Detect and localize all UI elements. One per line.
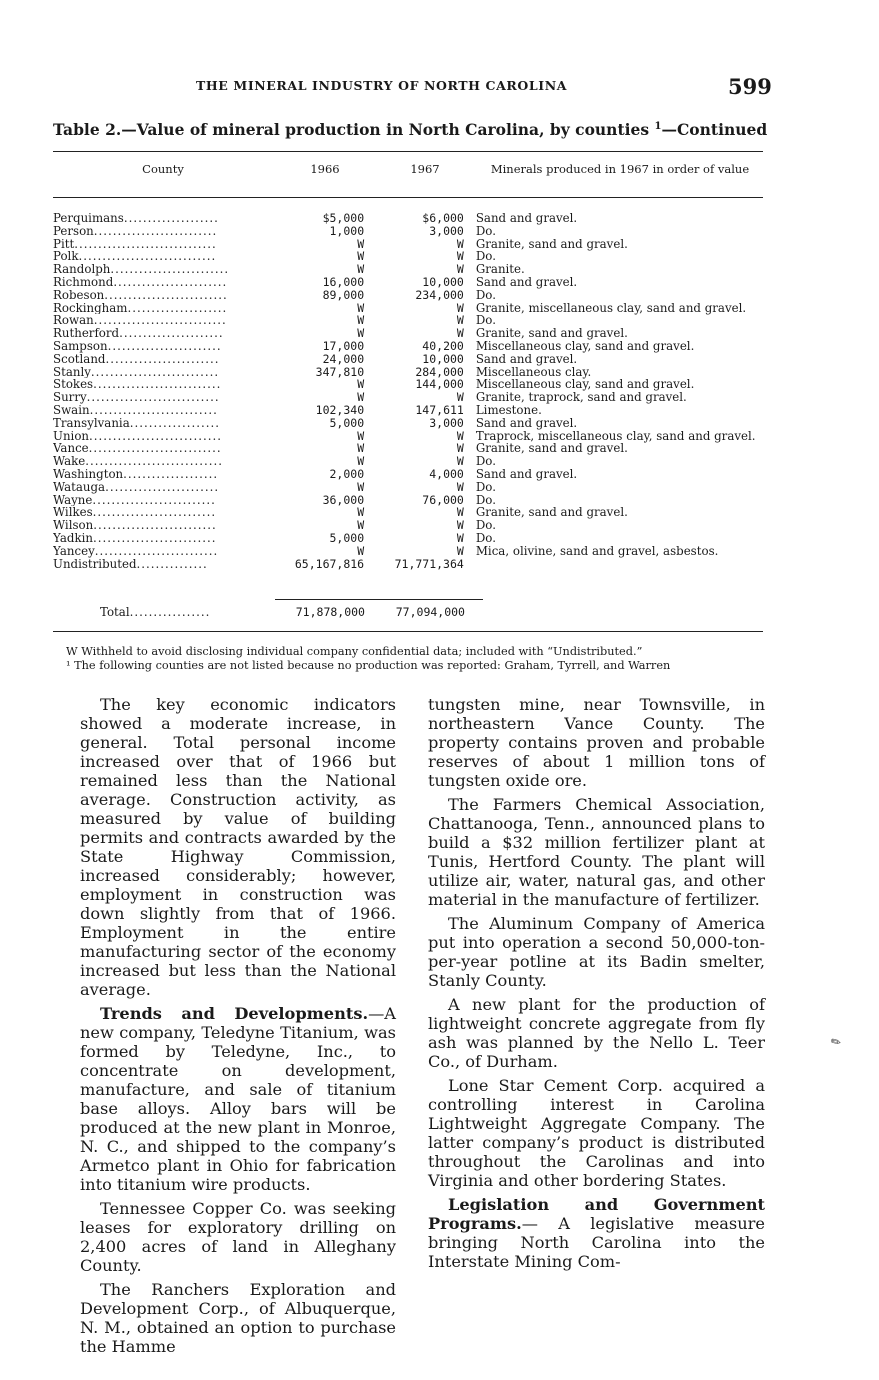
value-1966: 5,000 (329, 415, 365, 430)
county-name: Polk............................. (53, 250, 217, 264)
value-1967: W (456, 236, 464, 251)
value-1966: 2,000 (329, 466, 365, 481)
county-name: Washington.................... (53, 467, 219, 481)
value-1966: 36,000 (322, 492, 365, 507)
value-1966: W (357, 441, 365, 456)
county-name: Yancey.......................... (53, 544, 219, 558)
table-row (53, 302, 765, 315)
table-bottom-rule (53, 631, 763, 632)
value-1967: W (456, 390, 464, 405)
value-1967: W (456, 518, 464, 533)
minerals-produced: Do. (475, 313, 496, 328)
county-name: Richmond........................ (53, 275, 228, 289)
minerals-produced: Do. (475, 249, 496, 264)
paragraph: The Aluminum Company of America put into operation a second 50,000-ton-per-year potline at its Badin smelter, Stanly County. (428, 914, 765, 990)
county-name: Union............................ (53, 429, 223, 443)
minerals-produced: Granite, sand and gravel. (475, 326, 628, 341)
total-1967: 77,094,000 (395, 605, 465, 619)
value-1967: 71,771,364 (394, 556, 464, 571)
minerals-produced: Sand and gravel. (475, 351, 578, 366)
value-1966: 102,340 (315, 402, 365, 417)
table-row (53, 353, 765, 366)
minerals-produced (464, 558, 765, 571)
value-1967: W (456, 326, 464, 341)
minerals-produced: Do. (475, 287, 496, 302)
minerals-produced: Mica, olivine, sand and gravel, asbestos. (475, 543, 719, 558)
pencil-mark-icon: ✎ (828, 1033, 844, 1051)
table-row (53, 532, 765, 545)
minerals-produced: Do. (475, 492, 496, 507)
county-name: Pitt.............................. (53, 237, 217, 251)
value-1966: W (357, 236, 365, 251)
value-1967: 3,000 (429, 223, 464, 238)
minerals-produced: Do. (475, 530, 496, 545)
minerals-produced: Granite, miscellaneous clay, sand and gravel. (475, 300, 747, 315)
paragraph: The key economic indicators showed a moderate increase, in general. Total personal income increased over that of 1966 but remained less than the National average. Construction activity, as measured by value of building permits and contracts awarded by the State Highway Commission, increased considerably; however, employment in construction was down slightly from that of 1966. Employment in the entire manufacturing sector of the economy increased but less than the National average. (80, 695, 396, 999)
value-1967: W (456, 505, 464, 520)
table-row (53, 225, 765, 238)
county-name: Swain........................... (53, 403, 218, 417)
value-1966: 5,000 (329, 530, 365, 545)
value-1967: 4,000 (429, 466, 464, 481)
table-row (53, 468, 765, 481)
minerals-produced: Do. (475, 518, 496, 533)
table-row (53, 558, 765, 571)
minerals-produced: Sand and gravel. (475, 415, 578, 430)
value-1966: 1,000 (329, 223, 365, 238)
table-row (53, 250, 765, 263)
county-name: Yadkin.......................... (53, 531, 217, 545)
table-top-rule (53, 151, 763, 152)
value-1966: $5,000 (322, 211, 365, 225)
minerals-produced: Miscellaneous clay, sand and gravel. (475, 377, 695, 392)
col-header-minerals: Minerals produced in 1967 in order of value (490, 162, 750, 176)
table-footnotes (66, 645, 766, 672)
value-1967: 10,000 (422, 351, 464, 366)
minerals-produced: Sand and gravel. (475, 274, 578, 289)
county-name: Transylvania................... (53, 416, 220, 430)
value-1966: W (357, 326, 365, 341)
county-name: Stokes........................... (53, 378, 222, 392)
footnote-w: W Withheld to avoid disclosing individual company confidential data; included with “Undistributed.” (66, 645, 643, 658)
value-1966: W (357, 300, 365, 315)
county-name: Vance............................ (53, 442, 222, 456)
value-1966: 17,000 (322, 338, 365, 353)
county-name: Person.......................... (53, 224, 218, 238)
county-name: Undistributed............... (53, 557, 208, 571)
table-row (53, 314, 765, 327)
value-1966: W (357, 518, 365, 533)
value-1967: 40,200 (422, 338, 464, 353)
table-row (53, 417, 765, 430)
county-name: Watauga........................ (53, 480, 220, 494)
col-header-1967: 1967 (410, 162, 440, 176)
table-row (53, 212, 765, 225)
county-name: Wilson.......................... (53, 519, 217, 532)
minerals-produced: Granite, traprock, sand and gravel. (475, 390, 687, 405)
table-title: Table 2.—Value of mineral production in North Carolina, by counties $^1$—Continued (53, 120, 768, 139)
county-name: Surry............................ (53, 391, 220, 404)
county-name: Perquimans.................... (53, 212, 219, 225)
value-1967: W (456, 530, 464, 545)
paragraph: Trends and Developments.—A new company, Teledyne Titanium, was formed by Teledyne, Inc., to concentrate on development, manufacture, and sale of titanium base alloys. Alloy bars will be produced at the new plant in Monroe, N. C., and shipped to the company’s Armetco plant in Ohio for fabrication into titanium wire products. (80, 1004, 396, 1194)
minerals-produced: Granite, sand and gravel. (475, 441, 628, 456)
paragraph: Tennessee Copper Co. was seeking leases for exploratory drilling on 2,400 acres of land in Alleghany County. (80, 1199, 396, 1275)
county-name: Rockingham..................... (53, 301, 228, 315)
total-label: Total................. (100, 605, 211, 619)
value-1966: W (357, 313, 365, 328)
paragraph: tungsten mine, near Townsville, in northeastern Vance County. The property contains proven and probable reserves of about 1 million tons of tungsten oxide ore. (428, 695, 765, 790)
paragraph: Lone Star Cement Corp. acquired a controlling interest in Carolina Lightweight Aggregate Company. The latter company’s product is distributed throughout the Carolinas and into Virginia and other bordering States. (428, 1076, 765, 1190)
value-1967: 234,000 (415, 287, 464, 302)
county-name: Sampson........................ (53, 339, 222, 353)
value-1966: W (357, 390, 365, 405)
col-header-1966: 1966 (310, 162, 340, 176)
value-1967: $6,000 (422, 211, 464, 225)
table-row (53, 391, 765, 404)
minerals-produced: Do. (475, 479, 496, 494)
left-column (80, 695, 396, 1361)
minerals-produced: Traprock, miscellaneous clay, sand and gravel. (475, 428, 756, 443)
table-row (53, 481, 765, 494)
value-1967: W (456, 543, 464, 558)
minerals-produced: Granite, sand and gravel. (475, 236, 628, 251)
county-name: Robeson.......................... (53, 288, 228, 302)
table-row (53, 289, 765, 302)
table-row (53, 506, 765, 519)
value-1966: 16,000 (322, 274, 365, 289)
table-header-rule (53, 197, 763, 198)
value-1966: W (357, 262, 365, 277)
value-1966: 347,810 (315, 364, 365, 379)
minerals-produced: Limestone. (475, 402, 542, 417)
value-1967: 76,000 (422, 492, 464, 507)
value-1966: W (357, 454, 365, 469)
paragraph: The Farmers Chemical Association, Chattanooga, Tenn., announced plans to build a $32 million fertilizer plant at Tunis, Hertford County. The plant will utilize air, water, natural gas, and other material in the manufacture of fertilizer. (428, 795, 765, 909)
value-1967: W (456, 262, 464, 277)
paragraph: A new plant for the production of lightweight concrete aggregate from fly ash was planned by the Nello L. Teer Co., of Durham. (428, 995, 765, 1071)
county-name: Randolph......................... (53, 263, 230, 276)
minerals-produced: Sand and gravel. (475, 466, 578, 481)
value-1966: W (357, 249, 365, 264)
county-name: Rutherford...................... (53, 327, 224, 340)
table-row (53, 519, 765, 532)
county-name: Wayne.......................... (53, 493, 216, 507)
paragraph: Legislation and Government Programs.— A legislative measure bringing North Carolina into the Interstate Mining Com- (428, 1195, 765, 1271)
value-1966: 24,000 (322, 351, 365, 366)
table-body (53, 212, 765, 570)
total-rule (275, 599, 483, 600)
value-1966: W (357, 543, 365, 558)
minerals-produced: Sand and gravel. (475, 211, 578, 225)
running-title: THE MINERAL INDUSTRY OF NORTH CAROLINA (196, 78, 568, 93)
table-row (53, 276, 765, 289)
value-1967: 10,000 (422, 274, 464, 289)
value-1966: W (357, 377, 365, 392)
page-number: 599 (728, 74, 772, 99)
value-1966: 89,000 (322, 287, 365, 302)
value-1967: 284,000 (415, 364, 464, 379)
minerals-produced: Granite. (475, 262, 525, 277)
value-1967: W (456, 313, 464, 328)
value-1967: W (456, 300, 464, 315)
table-row (53, 404, 765, 417)
value-1966: 65,167,816 (294, 556, 365, 571)
minerals-produced: Miscellaneous clay, sand and gravel. (475, 338, 695, 353)
county-name: Scotland........................ (53, 352, 220, 366)
county-name: Rowan............................ (53, 314, 227, 328)
footnote-1: ¹ The following counties are not listed because no production was reported: Graham, Tyrrell, and Warren (66, 658, 671, 672)
table-row (53, 340, 765, 353)
value-1966: W (357, 479, 365, 494)
right-column (428, 695, 765, 1276)
value-1967: W (456, 441, 464, 456)
table-total-row (53, 605, 765, 619)
minerals-produced: Do. (475, 223, 496, 238)
value-1967: 147,611 (415, 402, 464, 417)
value-1966: W (357, 428, 365, 443)
value-1967: W (456, 454, 464, 469)
value-1967: W (456, 428, 464, 443)
paragraph: The Ranchers Exploration and Development Corp., of Albuquerque, N. M., obtained an option to purchase the Hamme (80, 1280, 396, 1356)
table-row (53, 238, 765, 251)
county-name: Stanly........................... (53, 365, 220, 379)
minerals-produced: Do. (475, 454, 496, 469)
table-row (53, 455, 765, 468)
value-1967: W (456, 249, 464, 264)
table-row (53, 263, 765, 276)
table-row (53, 442, 765, 455)
value-1967: W (456, 479, 464, 494)
county-name: Wilkes.......................... (53, 506, 217, 520)
table-row (53, 545, 765, 558)
county-name: Wake............................. (53, 455, 224, 468)
minerals-produced: Granite, sand and gravel. (475, 505, 628, 520)
value-1967: 144,000 (415, 377, 464, 392)
total-1966: 71,878,000 (295, 605, 365, 619)
table-row (53, 430, 765, 443)
col-header-county: County (142, 162, 184, 176)
value-1966: W (357, 505, 365, 520)
value-1967: 3,000 (429, 415, 464, 430)
table-row (53, 494, 765, 507)
minerals-produced: Miscellaneous clay. (475, 364, 592, 379)
